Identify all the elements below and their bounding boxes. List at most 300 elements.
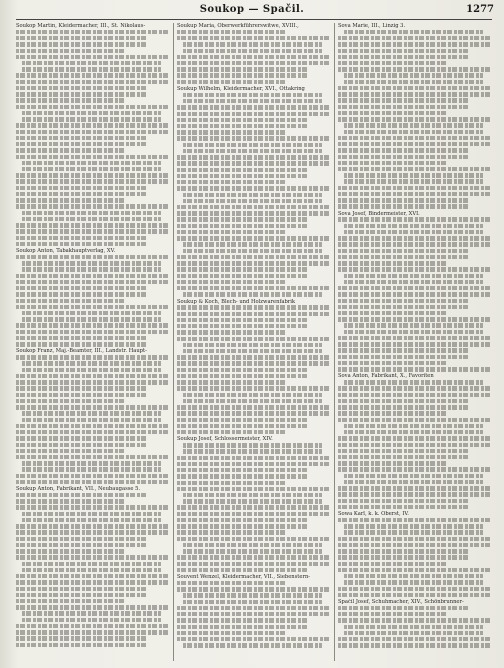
illegible-text-line [338, 155, 470, 159]
illegible-text-line [16, 186, 148, 190]
illegible-text-line [177, 474, 309, 478]
illegible-text-line [177, 562, 331, 566]
illegible-text-line [344, 30, 483, 34]
directory-entry: Soukop Anton, Tabakhauptverlag, XV. [16, 248, 116, 255]
illegible-text-line [16, 323, 170, 327]
illegible-text-line [177, 468, 309, 472]
illegible-text-line [22, 361, 161, 365]
illegible-text-line [183, 292, 322, 296]
illegible-text-line [16, 493, 148, 497]
illegible-text-line [16, 80, 170, 84]
illegible-text-line [183, 193, 322, 197]
illegible-text-line [16, 630, 170, 634]
illegible-text-line [338, 117, 492, 121]
illegible-text-line [177, 36, 331, 40]
illegible-text-line [338, 618, 492, 622]
illegible-text-line [344, 330, 483, 334]
illegible-text-line [338, 505, 470, 509]
illegible-text-line [338, 36, 492, 40]
illegible-text-line [338, 55, 470, 59]
illegible-text-line [344, 179, 483, 183]
illegible-text-line [344, 80, 483, 84]
illegible-text-line [177, 236, 331, 240]
illegible-text-line [177, 537, 331, 541]
illegible-text-line [344, 173, 483, 177]
illegible-text-line [16, 198, 124, 202]
illegible-text-line [338, 142, 492, 146]
illegible-text-line [183, 343, 322, 347]
illegible-text-line [183, 249, 322, 253]
illegible-text-line [338, 49, 470, 53]
illegible-text-line [177, 487, 331, 491]
illegible-text-line [183, 643, 322, 647]
illegible-text-line [22, 267, 161, 271]
illegible-text-line [177, 518, 309, 522]
illegible-text-line [177, 124, 309, 128]
illegible-text-line [177, 555, 331, 559]
illegible-text-line [16, 449, 124, 453]
illegible-text-line [16, 386, 148, 390]
illegible-text-line [16, 524, 170, 528]
illegible-text-line [16, 242, 148, 246]
illegible-text-line [338, 136, 492, 140]
illegible-text-line [338, 637, 492, 641]
illegible-text-line [16, 49, 124, 53]
illegible-text-line [338, 299, 470, 303]
illegible-text-line [177, 606, 331, 610]
illegible-text-line [183, 549, 322, 553]
directory-entry: Soukup Wilhelm, Kleidermacher, XVI., Ottakring [177, 85, 305, 92]
illegible-text-line [183, 99, 322, 103]
illegible-text-line [183, 493, 322, 497]
illegible-text-line [344, 580, 483, 584]
illegible-text-line [16, 405, 170, 409]
illegible-text-line [16, 42, 148, 46]
illegible-text-line [338, 249, 470, 253]
illegible-text-line [22, 67, 161, 71]
illegible-text-line [338, 111, 446, 115]
directory-entry: Sowa Karl, k. k. Oberst, IV. [338, 511, 409, 518]
column-divider [334, 23, 335, 661]
illegible-text-line [338, 399, 470, 403]
illegible-text-line [338, 492, 492, 496]
illegible-text-line [177, 481, 285, 485]
illegible-text-line [16, 455, 170, 459]
illegible-text-line [338, 42, 492, 46]
illegible-text-line [177, 355, 331, 359]
illegible-text-line [177, 318, 309, 322]
illegible-text-line [177, 217, 309, 221]
illegible-text-line [338, 67, 492, 71]
illegible-text-line [183, 42, 322, 46]
illegible-text-line [16, 424, 170, 428]
illegible-text-line [183, 49, 322, 53]
illegible-text-line [177, 286, 331, 290]
illegible-text-line [177, 380, 285, 384]
illegible-text-line [22, 217, 161, 221]
illegible-text-line [344, 224, 483, 228]
illegible-text-line [177, 224, 309, 228]
illegible-text-line [338, 105, 470, 109]
illegible-text-line [22, 562, 161, 566]
illegible-text-line [338, 606, 470, 610]
illegible-text-line [338, 148, 470, 152]
illegible-text-line [177, 612, 331, 616]
illegible-text-line [338, 186, 492, 190]
illegible-text-line [177, 80, 285, 84]
illegible-text-line [177, 418, 309, 422]
illegible-text-line [16, 593, 148, 597]
illegible-text-line [177, 174, 309, 178]
illegible-text-line [16, 136, 148, 140]
illegible-text-line [338, 386, 492, 390]
illegible-text-line [338, 161, 446, 165]
illegible-text-line [338, 361, 446, 365]
directory-column-3 [338, 23, 492, 661]
illegible-text-line [338, 198, 470, 202]
illegible-text-line [183, 242, 322, 246]
illegible-text-line [338, 418, 492, 422]
illegible-text-line [338, 167, 492, 171]
illegible-text-line [338, 367, 492, 371]
illegible-text-line [177, 462, 331, 466]
illegible-text-line [16, 280, 170, 284]
illegible-text-line [177, 180, 285, 184]
illegible-text-line [338, 192, 492, 196]
illegible-text-line [344, 73, 483, 77]
illegible-text-line [16, 480, 170, 484]
illegible-text-line [16, 505, 170, 509]
illegible-text-line [177, 73, 309, 77]
illegible-text-line [22, 61, 161, 65]
illegible-text-line [338, 311, 446, 315]
illegible-text-line [338, 92, 492, 96]
illegible-text-line [338, 305, 470, 309]
illegible-text-line [16, 36, 148, 40]
illegible-text-line [177, 524, 309, 528]
illegible-text-line [338, 643, 492, 647]
illegible-text-line [22, 111, 161, 115]
illegible-text-line [344, 274, 483, 278]
directory-entry: Soukup Maria, Oberwerkführerswitwe, XVIII., [177, 23, 299, 29]
directory-entry: Soukup & Koch, Blech- und Holzwarenfabrik [177, 298, 296, 305]
illegible-text-line [344, 574, 483, 578]
illegible-text-line [183, 93, 322, 97]
illegible-text-line [16, 142, 148, 146]
illegible-text-line [338, 242, 492, 246]
illegible-text-line [16, 336, 148, 340]
illegible-text-line [338, 286, 492, 290]
illegible-text-line [16, 105, 170, 109]
illegible-text-line [16, 92, 148, 96]
header-rule [16, 19, 492, 20]
illegible-text-line [16, 148, 124, 152]
illegible-text-line [177, 130, 285, 134]
illegible-text-line [16, 123, 170, 127]
illegible-text-line [338, 612, 446, 616]
illegible-text-line [344, 380, 483, 384]
illegible-text-line [22, 461, 161, 465]
illegible-text-line [177, 168, 309, 172]
illegible-text-line [177, 505, 331, 509]
illegible-text-line [183, 199, 322, 203]
illegible-text-line [338, 355, 470, 359]
illegible-text-line [338, 436, 492, 440]
illegible-text-line [22, 568, 161, 572]
illegible-text-line [177, 136, 331, 140]
illegible-text-line [344, 323, 483, 327]
illegible-text-line [16, 443, 148, 447]
illegible-text-line [338, 255, 470, 259]
directory-entry: Soukup Anton, Fabrikant, VII., Neubaugasse 5. [16, 486, 141, 493]
directory-column-2 [177, 23, 331, 661]
illegible-text-line [177, 280, 285, 284]
illegible-text-line [338, 486, 492, 490]
illegible-text-line [177, 637, 331, 641]
illegible-text-line [177, 581, 285, 585]
illegible-text-line [16, 574, 170, 578]
illegible-text-line [16, 255, 170, 259]
illegible-text-line [177, 456, 331, 460]
illegible-text-line [338, 292, 492, 296]
illegible-text-line [22, 117, 161, 121]
illegible-text-line [344, 280, 483, 284]
illegible-text-line [177, 230, 285, 234]
illegible-text-line [16, 98, 124, 102]
illegible-text-line [344, 474, 483, 478]
illegible-text-line [183, 499, 322, 503]
illegible-text-line [16, 474, 170, 478]
illegible-text-line [338, 461, 446, 465]
illegible-text-line [16, 374, 170, 378]
directory-entry: Sova Josef, Bindermeister, XVI. [338, 210, 420, 217]
illegible-text-line [16, 587, 148, 591]
illegible-text-line [338, 204, 470, 208]
illegible-text-line [344, 430, 483, 434]
illegible-text-line [16, 543, 148, 547]
directory-column-1 [16, 23, 170, 661]
illegible-text-line [22, 611, 161, 615]
illegible-text-line [177, 424, 309, 428]
column-divider [173, 23, 174, 661]
illegible-text-line [177, 261, 331, 265]
illegible-text-line [177, 625, 309, 629]
illegible-text-line [338, 393, 492, 397]
illegible-text-line [338, 587, 492, 591]
illegible-text-line [338, 405, 470, 409]
illegible-text-line [22, 261, 161, 265]
illegible-text-line [16, 342, 148, 346]
illegible-text-line [16, 86, 148, 90]
illegible-text-line [338, 555, 470, 559]
illegible-text-line [183, 393, 322, 397]
illegible-text-line [338, 336, 492, 340]
illegible-text-line [338, 98, 470, 102]
illegible-text-line [177, 530, 285, 534]
illegible-text-line [16, 155, 170, 159]
illegible-text-line [22, 411, 161, 415]
illegible-text-line [183, 593, 322, 597]
illegible-text-line [338, 537, 492, 541]
illegible-text-line [177, 361, 331, 365]
illegible-text-line [16, 599, 124, 603]
illegible-text-line [16, 236, 148, 240]
illegible-text-line [338, 562, 446, 566]
illegible-text-line [16, 73, 170, 77]
illegible-text-line [16, 292, 148, 296]
illegible-text-line [183, 399, 322, 403]
illegible-text-line [177, 274, 309, 278]
illegible-text-line [22, 518, 161, 522]
illegible-text-line [177, 587, 331, 591]
illegible-text-line [183, 443, 322, 447]
illegible-text-line [338, 86, 492, 90]
illegible-text-line [177, 312, 331, 316]
illegible-text-line [338, 549, 470, 553]
page-header [0, 4, 504, 20]
illegible-text-line [338, 443, 492, 447]
directory-entry: Soukup Josef, Schlossermeister, XIV. [177, 436, 273, 443]
illegible-text-line [16, 537, 148, 541]
illegible-text-line [183, 143, 322, 147]
illegible-text-line [338, 568, 492, 572]
illegible-text-line [22, 167, 161, 171]
illegible-text-line [16, 229, 170, 233]
illegible-text-line [177, 568, 309, 572]
illegible-text-line [338, 467, 492, 471]
illegible-text-line [16, 130, 170, 134]
illegible-text-line [16, 636, 148, 640]
illegible-text-line [177, 118, 309, 122]
directory-columns [16, 23, 492, 661]
illegible-text-line [177, 430, 285, 434]
illegible-text-line [16, 643, 148, 647]
illegible-text-line [16, 55, 170, 59]
illegible-text-line [344, 530, 483, 534]
illegible-text-line [338, 217, 492, 221]
illegible-text-line [338, 317, 492, 321]
illegible-text-line [22, 317, 161, 321]
illegible-text-line [22, 512, 161, 516]
illegible-text-line [16, 580, 170, 584]
illegible-text-line [177, 61, 331, 65]
illegible-text-line [177, 55, 331, 59]
illegible-text-line [177, 368, 309, 372]
illegible-text-line [183, 449, 322, 453]
illegible-text-line [16, 380, 170, 384]
illegible-text-line [338, 455, 470, 459]
page-number: 1277 [466, 4, 494, 15]
illegible-text-line [177, 337, 331, 341]
illegible-text-line [16, 399, 124, 403]
illegible-text-line [338, 267, 492, 271]
illegible-text-line [16, 624, 170, 628]
illegible-text-line [177, 305, 331, 309]
illegible-text-line [338, 61, 446, 65]
illegible-text-line [177, 205, 331, 209]
illegible-text-line [344, 130, 483, 134]
illegible-text-line [16, 436, 148, 440]
illegible-text-line [177, 161, 331, 165]
illegible-text-line [16, 330, 170, 334]
illegible-text-line [177, 30, 285, 34]
illegible-text-line [177, 512, 331, 516]
illegible-text-line [183, 349, 322, 353]
directory-entry: Soukop Martin, Kleidermacher, III., St. Nikolaus- [16, 23, 146, 29]
illegible-text-line [183, 149, 322, 153]
illegible-text-line [177, 267, 309, 271]
illegible-text-line [22, 467, 161, 471]
directory-entry: Souvent Wenzel, Kleidermacher, VII., Siebenstern- [177, 574, 311, 581]
illegible-text-line [177, 386, 331, 390]
illegible-text-line [177, 405, 331, 409]
illegible-text-line [16, 605, 170, 609]
illegible-text-line [16, 499, 124, 503]
illegible-text-line [22, 311, 161, 315]
running-head: Soukop — Spačil. [199, 4, 305, 15]
illegible-text-line [338, 348, 470, 352]
illegible-text-line [177, 374, 309, 378]
illegible-text-line [22, 368, 161, 372]
illegible-text-line [177, 411, 331, 415]
illegible-text-line [344, 123, 483, 127]
illegible-text-line [22, 618, 161, 622]
illegible-text-line [22, 211, 161, 215]
illegible-text-line [16, 549, 124, 553]
illegible-text-line [344, 631, 483, 635]
illegible-text-line [338, 499, 470, 503]
illegible-text-line [177, 255, 331, 259]
illegible-text-line [16, 305, 170, 309]
illegible-text-line [16, 393, 148, 397]
illegible-text-line [16, 204, 170, 208]
illegible-text-line [344, 230, 483, 234]
illegible-text-line [183, 543, 322, 547]
illegible-text-line [177, 186, 331, 190]
illegible-text-line [338, 261, 446, 265]
illegible-text-line [344, 424, 483, 428]
illegible-text-line [16, 299, 124, 303]
illegible-text-line [177, 631, 285, 635]
directory-entry: Sova Marie, III., Linzig 3. [338, 23, 406, 29]
illegible-text-line [177, 112, 331, 116]
directory-entry: Spačil Josef, Schuhmacher, XIV., Schönbrunner- [338, 599, 464, 605]
illegible-text-line [16, 286, 148, 290]
illegible-text-line [344, 524, 483, 528]
directory-entry: Sova Anton, Fabrikant, X., Favoriten [338, 373, 434, 380]
illegible-text-line [16, 530, 170, 534]
illegible-text-line [338, 449, 470, 453]
illegible-text-line [177, 67, 309, 71]
illegible-text-line [16, 173, 170, 177]
illegible-text-line [16, 30, 170, 34]
illegible-text-line [16, 192, 148, 196]
illegible-text-line [177, 105, 331, 109]
illegible-text-line [177, 155, 331, 159]
illegible-text-line [177, 211, 331, 215]
illegible-text-line [16, 223, 170, 227]
illegible-text-line [177, 330, 285, 334]
illegible-text-line [183, 600, 322, 604]
illegible-text-line [16, 555, 170, 559]
illegible-text-line [344, 625, 483, 629]
illegible-text-line [16, 179, 170, 183]
illegible-text-line [16, 355, 170, 359]
illegible-text-line [338, 411, 446, 415]
illegible-text-line [338, 342, 492, 346]
illegible-text-line [16, 274, 170, 278]
illegible-text-line [177, 324, 309, 328]
